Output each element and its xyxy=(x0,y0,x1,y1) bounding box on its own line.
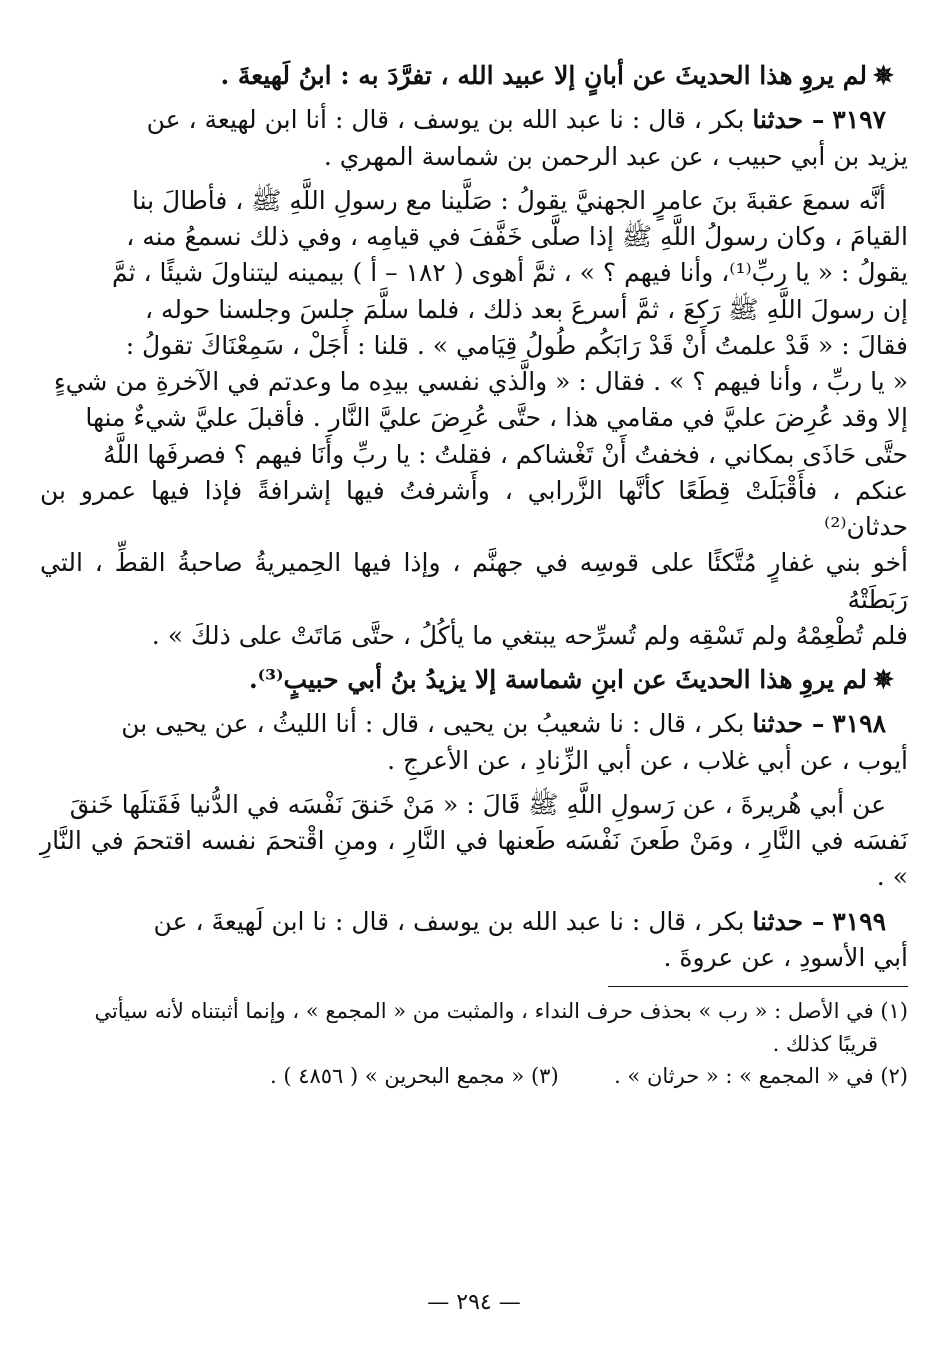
footnote-row xyxy=(40,1060,908,1093)
hadith-intro: – حدثنا xyxy=(752,105,825,135)
hadith-intro: – حدثنا xyxy=(752,906,825,936)
footnote-1-line: (١) في الأصل : « رب » بحذف حرف النداء ، والمثبت من « المجمع » ، وإنما أثبتناه لأنه سيأتي xyxy=(94,999,908,1023)
chain-text: بكر ، قال : نا عبد الله بن يوسف ، قال : نا ابن لَهيعةَ ، عن xyxy=(153,906,745,936)
chain-text: أيوب ، عن أبي غلاب ، عن أبي الزِّنادِ ، عن الأعرجِ . xyxy=(387,745,908,775)
hadith-text-line: حتَّى حَاذَى بمكاني ، فخفتُ أَنْ تَغْشاكم ، فقلتُ : يا ربِّ وأَنَا فيهم ؟ فصرفَها اللَّهُ xyxy=(103,439,908,469)
chain-text: أبي الأسودِ ، عن عروةَ . xyxy=(663,942,908,972)
hadith-number: ٣١٩٨ xyxy=(832,709,886,739)
hadith-chain-block xyxy=(40,706,908,779)
chain-text: بكر ، قال : نا شعيبُ بن يحيى ، قال : أنا الليثُ ، عن يحيى بن xyxy=(121,709,745,739)
hadith-text-line: عنكم ، فأَقْبَلَتْ قِطَعًا كأنَّها الزَّرابي ، وأَشرفتُ فيها إشرافةً فإذا فيها عمرو بن حدثان⁽²⁾ xyxy=(40,475,908,541)
note-block xyxy=(40,58,908,94)
chain-line xyxy=(40,139,908,175)
hadith-intro: – حدثنا xyxy=(752,709,825,739)
chain-line xyxy=(40,706,908,742)
footnote-2: (٢) في « المجمع » : « حرثان » . xyxy=(614,1064,908,1089)
hadith-text-block xyxy=(40,787,908,896)
hadith-text-block xyxy=(40,183,908,654)
chain-line xyxy=(40,940,908,976)
note-text: لم يروِ هذا الحديثَ عن أبانٍ إلا عبيد الله ، تفرَّدَ به : ابنُ لَهيعةَ . xyxy=(220,61,868,90)
page-content xyxy=(40,58,908,1093)
note-block xyxy=(40,662,908,698)
chain-line xyxy=(40,904,908,940)
hadith-text-line: فقالَ : « قَدْ علمتُ أَنْ قَدْ رَابَكُم طُولُ قِيَامي » . قلنا : أَجَلْ ، سَمِعْنَاكَ تقولُ : xyxy=(125,330,908,360)
hadith-text-line: القيامَ ، وكان رسولُ اللَّهِ ﷺ إذا صلَّى خَفَّفَ في قيامِه ، وفي ذلك نسمعُ منه ، xyxy=(126,222,908,251)
hadith-number: ٣١٩٩ xyxy=(832,906,886,936)
hadith-text-line: يقولُ : « يا ربِّ⁽¹⁾، وأنا فيهم ؟ » ، ثمَّ أهوى ( ١٨٢ – أ ) بيمينه ليتناولَ شيئًا ، ثمَّ xyxy=(111,258,908,288)
star-icon: ✵ xyxy=(873,665,894,694)
chain-text: بكر ، قال : نا عبد الله بن يوسف ، قال : أنا ابن لهيعة ، عن xyxy=(146,105,745,135)
note-line xyxy=(40,58,908,94)
hadith-text-line: نَفسَه في النَّارِ ، ومَنْ طَعنَ نَفْسَه طَعنها في النَّارِ ، ومنِ اقْتحمَ نفسه اقتحمَ في النَّارِ » . xyxy=(40,826,908,892)
hadith-chain-block xyxy=(40,904,908,977)
hadith-text-line: « يا ربِّ ، وأنا فيهم ؟ » . فقال : « والَّذي نفسي بيدِه ما وعدتم في الآخرةِ من شيءٍ xyxy=(53,367,908,396)
hadith-text-line: فلم تُطْعِمْهُ ولم تَسْقِه ولم تُسرِّحه يبتغي ما يأكُلُ ، حتَّى مَاتَتْ على ذلكَ » . xyxy=(151,620,908,650)
page-number: — ٢٩٤ — xyxy=(427,1290,521,1315)
footnote-divider xyxy=(608,986,908,987)
hadith-chain-block xyxy=(40,102,908,175)
note-line xyxy=(40,662,908,698)
hadith-text-line: عن أبي هُريرةَ ، عن رَسولِ اللَّهِ ﷺ قَالَ : « مَنْ خَنقَ نَفْسَه في الدُّنيا فَقَتلَها خَنقَ xyxy=(69,789,886,819)
chain-line xyxy=(40,102,908,138)
star-icon: ✵ xyxy=(873,61,894,90)
footnotes xyxy=(40,995,908,1093)
hadith-number: ٣١٩٧ xyxy=(832,105,886,135)
hadith-text-line: أخو بني غفارٍ مُتَّكئًا على قوسِه في جهنَّم ، وإذا فيها الحِميريةُ صاحبةُ القطِّ ، التي رَبَطَتْهُ xyxy=(40,548,908,614)
hadith-text-line: أنَّه سمعَ عقبةَ بنَ عامرٍ الجهنيَّ يقولُ : صَلَّينا مع رسولِ اللَّهِ ﷺ ، فأطالَ بنا xyxy=(131,185,886,215)
hadith-text-line: إن رسولَ اللَّهِ ﷺ رَكعَ ، ثمَّ أسرعَ بعد ذلك ، فلما سلَّمَ جلسَ وجلسنا حوله ، xyxy=(144,294,908,324)
hadith-text-line: إلا وقد عُرِضَ عليَّ في مقامي هذا ، حتَّى عُرِضَ عليَّ النَّار . فأقبلَ عليَّ شيءٌ منها xyxy=(85,403,908,433)
chain-text: يزيد بن أبي حبيب ، عن عبد الرحمن بن شماسة المهري . xyxy=(323,141,908,171)
note-text: لم يروِ هذا الحديثَ عن ابنِ شماسة إلا يزيدُ بنُ أبي حبيبٍ⁽³⁾. xyxy=(248,665,868,694)
footnote-1-line: قريبًا كذلك . xyxy=(772,1031,878,1056)
footnote-3: (٣) « مجمع البحرين » ( ٤٨٥٦ ) . xyxy=(270,1064,559,1089)
chain-line xyxy=(40,743,908,779)
